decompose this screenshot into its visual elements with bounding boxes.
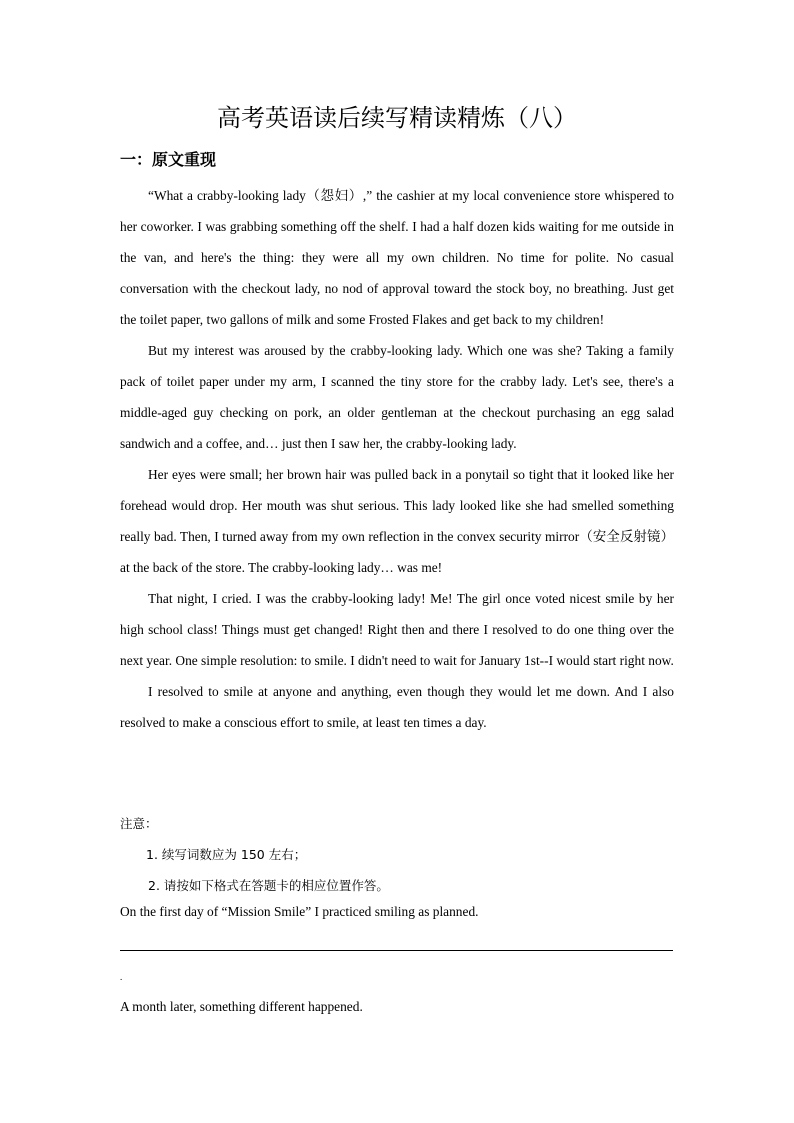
notes-label: 注意： — [120, 816, 158, 831]
small-mark: . — [120, 972, 123, 982]
notes-block — [120, 808, 674, 901]
continuation-prompt-1: On the first day of “Mission Smile” I practiced smiling as planned. — [120, 904, 479, 919]
answer-line — [120, 950, 673, 951]
page-title: 高考英语读后续写精读精炼（八） — [217, 104, 577, 132]
paragraph-1: “What a crabby-looking lady（怨妇）,” the cashier at my local convenience store whispered to her coworker. I was grabbing something off the shelf. I had a half dozen kids waiting for me outside in the van, and here's the thing: they were all my own children. No time for polite. No casual conversation with the checkout lady, no nod of approval toward the stock boy, no breathing. Just get the toilet paper, two gallons of milk and some Frosted Flakes and get back to my children! — [120, 188, 674, 327]
continuation-prompt-2: A month later, something different happened. — [120, 999, 363, 1014]
paragraph-4: That night, I cried. I was the crabby-looking lady! Me! The girl once voted nicest smile by her high school class! Things must get changed! Right then and there I resolved to do one thing over the next year. One simple resolution: to smile. I didn't need to wait for January 1st--I would start right now. — [120, 591, 674, 668]
section-heading: 一：原文重现 — [120, 150, 217, 169]
article-body — [120, 180, 674, 738]
paragraph-5: I resolved to smile at anyone and anything, even though they would let me down. And I also resolved to make a conscious effort to smile, at least ten times a day. — [120, 684, 674, 730]
paragraph-2: But my interest was aroused by the crabby-looking lady. Which one was she? Taking a family pack of toilet paper under my arm, I scanned the tiny store for the crabby lady. Let's see, there's a middle-aged guy checking on pork, an older gentleman at the checkout purchasing an egg salad sandwich and a coffee, and… just then I saw her, the crabby-looking lady. — [120, 343, 674, 451]
note-item-1: 1. 续写词数应为 150 左右； — [146, 847, 307, 862]
note-item-2: 2. 请按如下格式在答题卡的相应位置作答。 — [148, 878, 389, 893]
paragraph-3: Her eyes were small; her brown hair was pulled back in a ponytail so tight that it looked like her forehead would drop. Her mouth was shut serious. This lady looked like she had smelled something really bad. Then, I turned away from my own reflection in the convex security mirror（安全反射镜）at the back of the store. The crabby-looking lady… was me! — [120, 467, 674, 575]
